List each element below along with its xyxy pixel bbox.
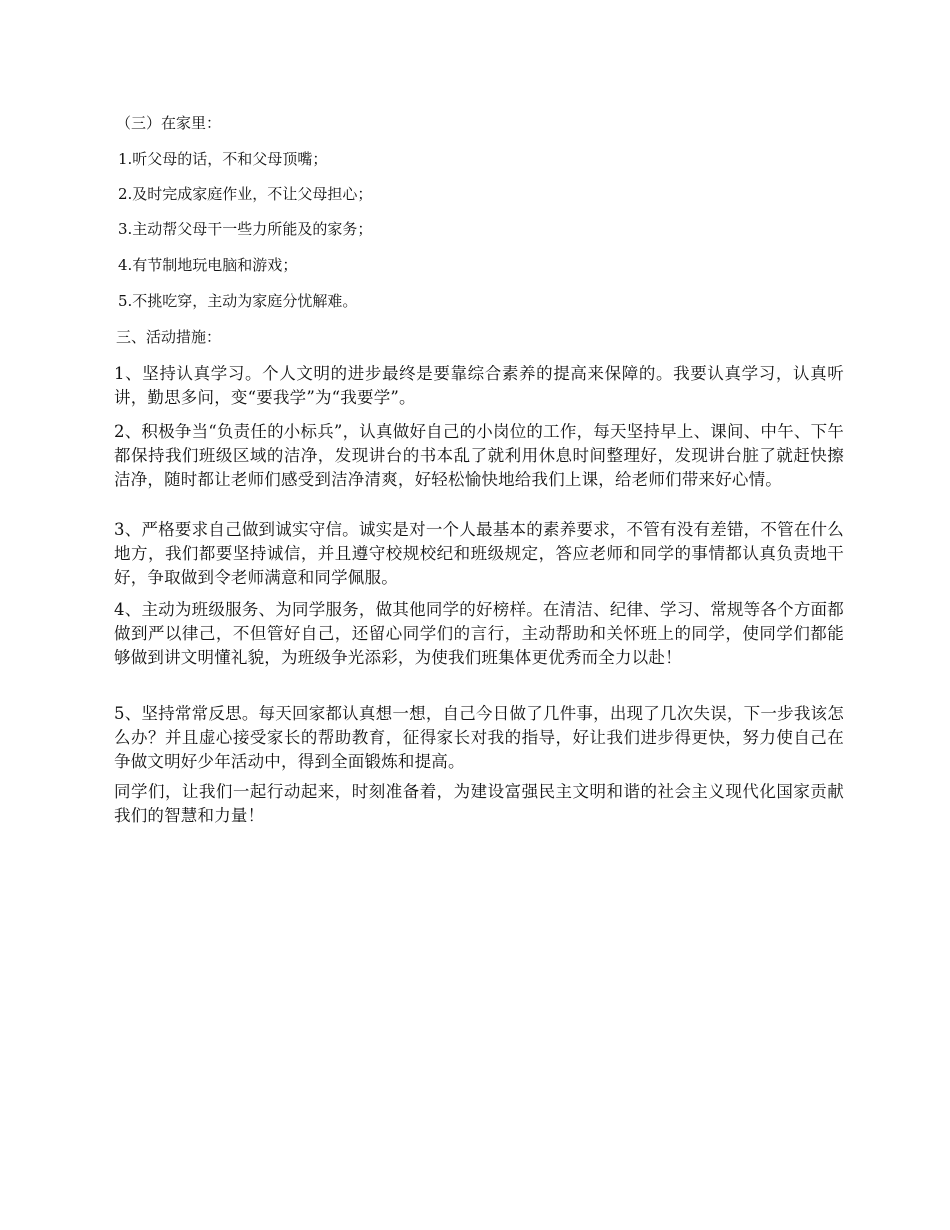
list-item: 1.听父母的话，不和父母顶嘴；: [118, 150, 328, 168]
closing-paragraph: 同学们，让我们一起行动起来，时刻准备着，为建设富强民主文明和谐的社会主义现代化国家贡献我们的智慧和力量！: [114, 782, 844, 825]
list-item: 5.不挑吃穿，主动为家庭分忧解难。: [118, 292, 358, 310]
measure-paragraph: 4、主动为班级服务、为同学服务，做其他同学的好榜样。在清洁、纪律、学习、常规等各个方面都做到严以律己，不但管好自己，还留心同学们的言行，主动帮助和关怀班上的同学，使同学们都能够做到讲文明懂礼貌，为班级争光添彩，为使我们班集体更优秀而全力以赴！: [114, 600, 844, 667]
list-item: 3.主动帮父母干一些力所能及的家务；: [118, 220, 373, 238]
measure-paragraph: 1、坚持认真学习。个人文明的进步最终是要靠综合素养的提高来保障的。我要认真学习，认真听讲，勤思多问，变“要我学”为“我要学”。: [114, 364, 844, 407]
measure-paragraph: 5、坚持常常反思。每天回家都认真想一想，自己今日做了几件事，出现了几次失误，下一步我该怎么办？并且虚心接受家长的帮助教育，征得家长对我的指导，好让我们进步得更快，努力使自己在争做文明好少年活动中，得到全面锻炼和提高。: [114, 704, 844, 771]
list-item: 4.有节制地玩电脑和游戏；: [118, 256, 298, 274]
list-item: 2.及时完成家庭作业，不让父母担心；: [118, 185, 373, 203]
section-heading-home: （三）在家里：: [116, 114, 222, 132]
measure-paragraph: 3、严格要求自己做到诚实守信。诚实是对一个人最基本的素养要求，不管有没有差错，不管在什么地方，我们都要坚持诚信，并且遵守校规校纪和班级规定，答应老师和同学的事情都认真负责地干好，争取做到令老师满意和同学佩服。: [114, 520, 844, 587]
section-heading-measures: 三、活动措施：: [116, 328, 222, 346]
measure-paragraph: 2、积极争当“负责任的小标兵”，认真做好自己的小岗位的工作，每天坚持早上、课间、中午、下午都保持我们班级区域的洁净，发现讲台的书本乱了就利用休息时间整理好，发现讲台脏了就赶快擦洁净，随时都让老师们感受到洁净清爽，好轻松愉快地给我们上课，给老师们带来好心情。: [114, 422, 844, 489]
